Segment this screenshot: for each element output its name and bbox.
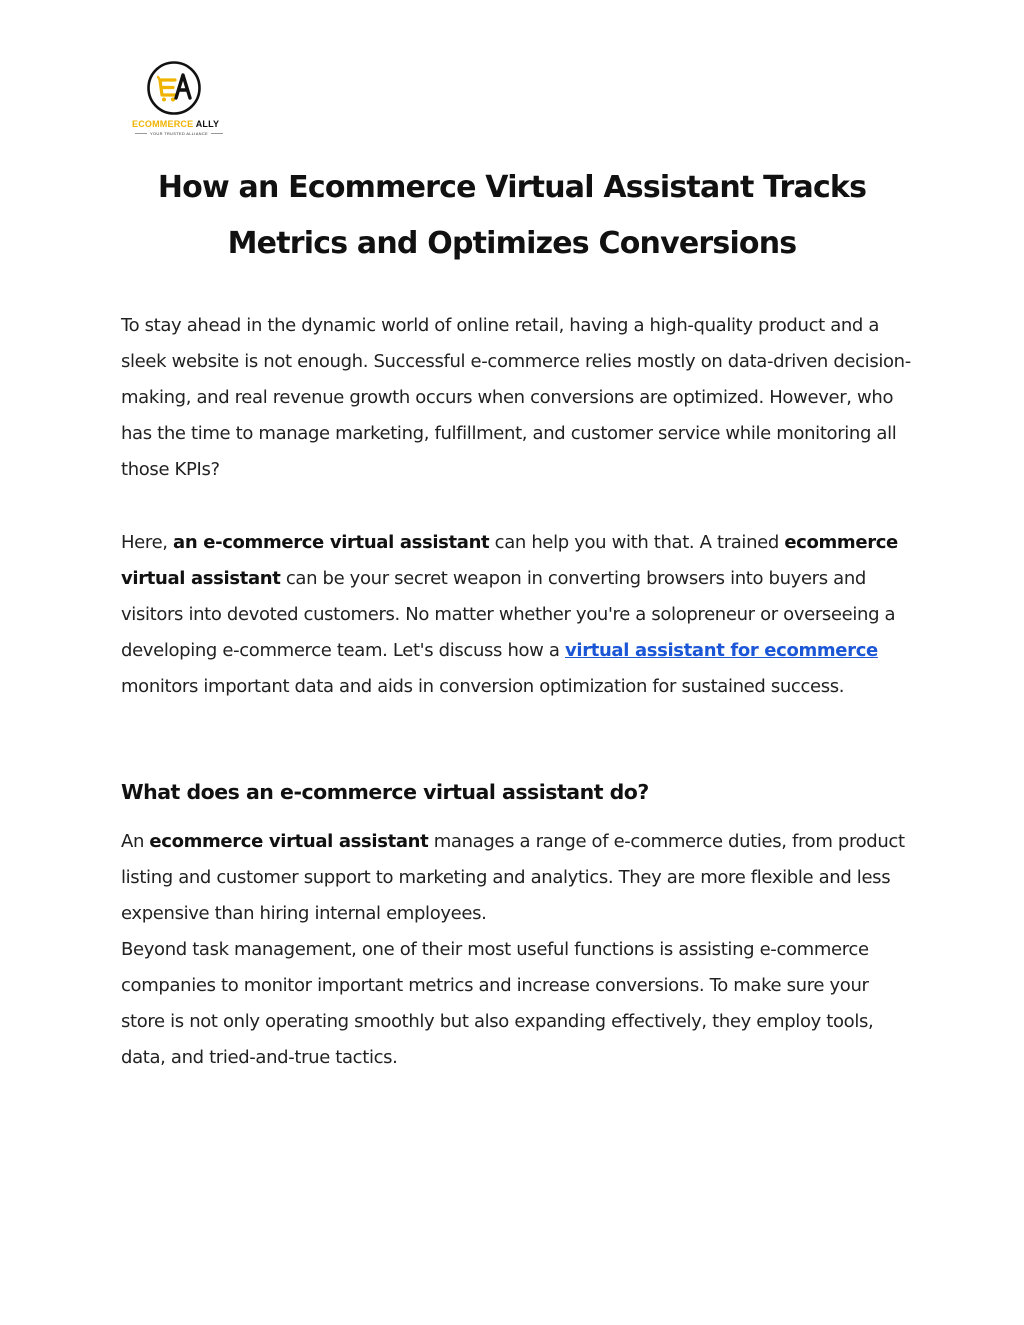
virtual-assistant-link[interactable]: virtual assistant for ecommerce: [564, 640, 878, 661]
section-paragraph: [121, 824, 911, 1076]
brand-name-part1: ECOMMERCE: [132, 119, 194, 129]
para2-text-1: Here,: [121, 532, 174, 553]
para2-text-2: can help you with that. A trained: [489, 532, 785, 553]
para2-text-4: monitors important data and aids in conversion optimization for sustained success.: [121, 676, 845, 697]
page-title: [60, 160, 964, 272]
section-heading: What does an e-commerce virtual assistant do?: [121, 780, 649, 804]
title-line-2: Metrics and Optimizes Conversions: [227, 226, 797, 261]
brand-name: [132, 119, 220, 129]
para2-bold-1: an e-commerce virtual assistant: [173, 532, 490, 553]
virtual-assistant-paragraph: [121, 525, 911, 705]
section-text-2: manages a range of e-commerce duties, from product listing and customer support to marketing and analytics. They are more flexible and less expensive than hiring internal employees.: [121, 831, 905, 924]
brand-tagline: YOUR TRUSTED ALLIANCE: [132, 131, 216, 136]
ecommerce-ally-logo-icon: [146, 60, 202, 116]
brand-logo: [132, 60, 220, 140]
para2-text-3: can be your secret weapon in converting browsers into buyers and visitors into devoted customers. No matter whether you're a solopreneur or overseeing a developing e-commerce team. Let's discuss how a: [121, 568, 896, 661]
title-line-1: How an Ecommerce Virtual Assistant Tracks: [157, 170, 867, 205]
section-text-3: Beyond task management, one of their most useful functions is assisting e-commerce companies to monitor important metrics and increase conversions. To make sure your store is not only operating smoothly but also expanding effectively, they employ tools, data, and tried-and-true tactics.: [121, 939, 874, 1068]
intro-paragraph: To stay ahead in the dynamic world of online retail, having a high-quality product and a sleek website is not enough. Successful e-commerce relies mostly on data-driven decision-making, and real revenue growth occurs when conversions are optimized. However, who has the time to manage marketing, fulfillment, and customer service while monitoring all those KPIs?: [121, 315, 911, 480]
para2-bold-2: ecommerce virtual assistant: [121, 532, 898, 589]
section-text-1: An: [121, 831, 150, 852]
section-bold-1: ecommerce virtual assistant: [149, 831, 429, 852]
brand-name-part2: ALLY: [195, 119, 220, 129]
